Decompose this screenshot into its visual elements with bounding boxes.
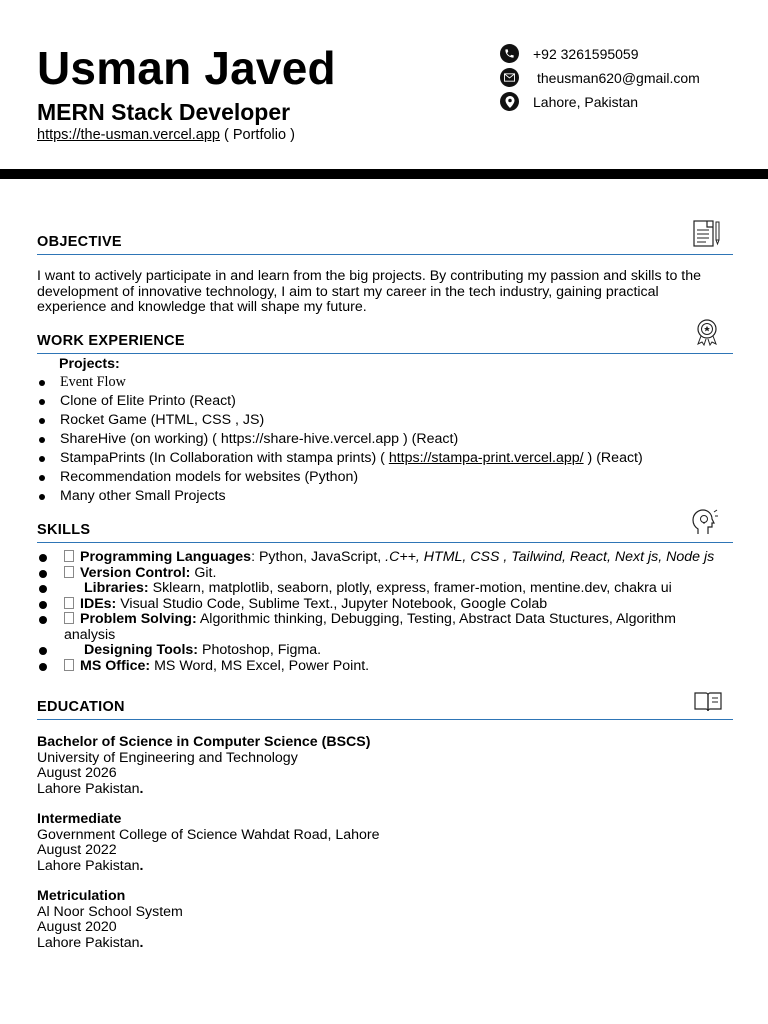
skill-label: Programming Languages: [80, 549, 252, 565]
place-text: Lahore Pakistan: [37, 857, 140, 874]
school: Government College of Science Wahdat Road, Lahore: [37, 826, 380, 843]
contact-phone: [500, 44, 639, 63]
place-dot: .: [139, 857, 144, 874]
phone-icon: [500, 44, 519, 63]
date: August 2020: [37, 919, 117, 935]
objective-text: I want to actively participate in and learn from the big projects. By contributing my passion and skills to the development of innovative technology, I aim to start my career in the tech industry, gaining practical experience and knowledge that will shape my future.: [37, 268, 701, 315]
skill-value: Python, JavaScript,: [258, 549, 386, 565]
list-item: Event Flow: [37, 373, 643, 392]
skill-value-italic: .C++, HTML, CSS , Tailwind, React, Next js, Node js: [385, 549, 715, 565]
degree: Metriculation: [37, 888, 126, 904]
award-ribbon-icon: [693, 317, 723, 347]
job-role: MERN Stack Developer: [37, 99, 291, 125]
skill-sep: :: [251, 549, 259, 565]
location-icon: [500, 92, 519, 111]
place: [37, 859, 380, 875]
work-title: WORK EXPERIENCE: [37, 333, 185, 349]
list-item: Rocket Game (HTML, CSS , JS): [37, 411, 643, 430]
portfolio-line: [37, 126, 295, 144]
place: [37, 936, 183, 952]
skills-rule: [37, 542, 733, 543]
projects-label: Projects:: [59, 356, 120, 372]
contact-location-text: Lahore, Pakistan: [533, 93, 639, 110]
skill-label: Designing Tools:: [84, 642, 199, 658]
date: August 2022: [37, 842, 117, 858]
skills-title: SKILLS: [37, 522, 91, 538]
portfolio-suffix: ( Portfolio ): [219, 127, 295, 143]
checkbox-glyph: [64, 612, 74, 624]
checkbox-glyph: [64, 659, 74, 671]
education-title: EDUCATION: [37, 699, 125, 715]
school: Al Noor School System: [37, 903, 183, 920]
list-item: Many other Small Projects: [37, 487, 643, 506]
skill-label: IDEs:: [80, 595, 117, 612]
checkbox-glyph: [64, 550, 74, 562]
skill-value: Sklearn, matplotlib, seaborn, plotly, express, framer-motion, mentine.dev, chakra ui: [152, 580, 672, 596]
school: University of Engineering and Technology: [37, 749, 298, 766]
skill-label: MS Office:: [80, 657, 151, 674]
stampa-prefix: StampaPrints (In Collaboration with stampa prints) (: [60, 450, 389, 466]
skill-value: Algorithmic thinking, Debugging, Testing, Abstract Data Stuctures, Algorithm analysis: [64, 611, 676, 643]
skill-value: Visual Studio Code, Sublime Text., Jupyter Notebook, Google Colab: [120, 595, 548, 612]
portfolio-link[interactable]: https://the-usman.vercel.app: [37, 127, 220, 143]
place-text: Lahore Pakistan: [37, 780, 140, 797]
skill-item: [37, 581, 717, 597]
list-item: Clone of Elite Printo (React): [37, 392, 643, 411]
date: August 2026: [37, 765, 117, 781]
place-dot: .: [139, 780, 144, 797]
degree: Intermediate: [37, 811, 122, 827]
email-icon: [500, 68, 519, 87]
skill-value: MS Word, MS Excel, Power Point.: [154, 657, 370, 674]
head-lightbulb-icon: [690, 506, 720, 536]
place: [37, 782, 371, 798]
stampa-tail: ) (React): [583, 450, 643, 466]
place-text: Lahore Pakistan: [37, 934, 140, 951]
contact-location: [500, 92, 638, 111]
stampa-link[interactable]: https://stampa-print.vercel.app/: [388, 450, 584, 466]
header-band: [0, 169, 768, 179]
skill-label: Libraries:: [84, 580, 149, 596]
list-item: Recommendation models for websites (Python): [37, 468, 643, 487]
list-item: [37, 449, 643, 468]
checkbox-glyph: [64, 566, 74, 578]
education-entry: [37, 889, 183, 951]
education-rule: [37, 719, 733, 720]
skill-item: [37, 659, 717, 675]
skill-item: [37, 550, 717, 566]
document-pen-icon: [692, 218, 722, 248]
objective-rule: [37, 254, 733, 255]
skill-item: [37, 597, 717, 613]
skill-item: [37, 566, 717, 582]
skill-value: Photoshop, Figma.: [201, 642, 322, 658]
checkbox-glyph: [64, 597, 74, 609]
contact-email-text[interactable]: theusman620@gmail.com: [537, 69, 700, 86]
skill-label: Version Control:: [80, 564, 191, 581]
skills-list: [37, 550, 717, 674]
list-item: ShareHive (on working) ( https://share-hive.vercel.app ) (React): [37, 430, 643, 449]
skill-label: Problem Solving:: [80, 611, 197, 627]
place-dot: .: [139, 934, 144, 951]
education-entry: [37, 735, 371, 797]
skill-item: [37, 643, 717, 659]
education-entry: [37, 812, 380, 874]
skill-value: Git.: [194, 564, 217, 581]
candidate-name: Usman Javed: [37, 42, 336, 94]
objective-title: OBJECTIVE: [37, 234, 122, 250]
work-rule: [37, 353, 733, 354]
degree: Bachelor of Science in Computer Science (BSCS): [37, 734, 371, 750]
contact-email: [500, 68, 700, 87]
open-book-icon: [693, 687, 723, 717]
contact-phone-text: +92 3261595059: [533, 45, 639, 62]
skill-item: [37, 612, 717, 643]
projects-list: [37, 373, 643, 506]
